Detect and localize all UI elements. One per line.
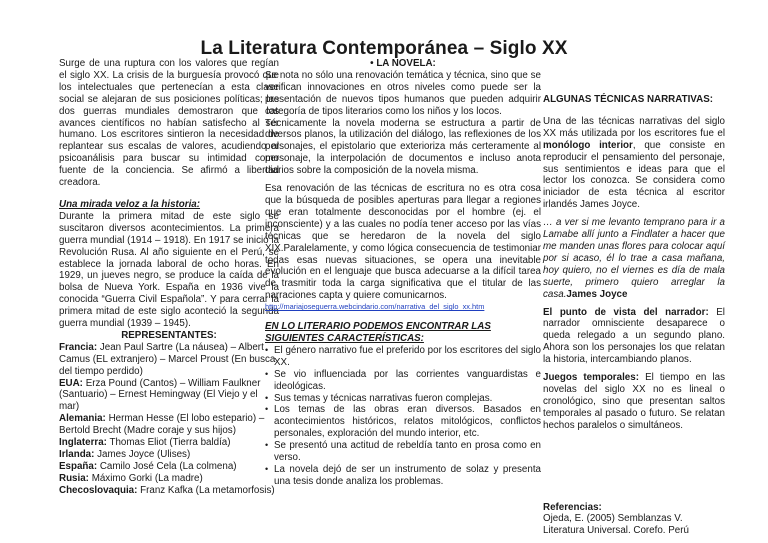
source-link[interactable]: http://mariajoseguerra.webcindario.com/narrativa_del_siglo_xx.htm bbox=[265, 302, 485, 312]
novela-paragraph-1: Se nota no sólo una renovación temática y técnica, sino que se verifican innovaciones en otros niveles como puede ser la presentación de nuevos tipos humanos que pueden adquirir categoría de tipos literarios como los niños y los locos. bbox=[265, 69, 541, 117]
characteristic-item: • Sus temas y técnicas narrativas fueron complejas. bbox=[265, 393, 541, 405]
representative-czechoslovakia: Checoslovaquia: Franz Kafka (La metamorfosis) bbox=[59, 484, 275, 496]
monologue-term: monólogo interior bbox=[543, 139, 633, 151]
left-column bbox=[59, 58, 279, 497]
page-title: La Literatura Contemporánea – Siglo XX bbox=[200, 38, 568, 59]
representative-england: Inglaterra: Thomas Eliot (Tierra baldía) bbox=[59, 437, 231, 449]
representative-usa: EUA: Erza Pound (Cantos) – William Faulkner (Santuario) – Ernest Hemingway (El Viejo y el mar) bbox=[59, 377, 261, 413]
characteristics-heading: EN LO LITERARIO PODEMOS ENCONTRAR LAS SIGUIENTES CARACTERÍSTICAS: bbox=[265, 321, 491, 345]
joyce-quote: … a ver si me levanto temprano para ir a Lamabe allí junto a Findlater a hacer que me manden unas flores para colocar aquí por si acaso, él lo trae a casa mañana, hoy quiero, no el viernes es día de mala suerte, primero quiero arreglar la casa.James Joyce bbox=[543, 217, 725, 300]
characteristic-item: • El género narrativo fue el preferido por los escritores del siglo XX. bbox=[265, 345, 541, 369]
representative-germany: Alemania: Herman Hesse (El lobo estepario) – Bertold Brecht (Madre coraje y sus hijos) bbox=[59, 413, 265, 437]
characteristic-item: • Se presentó una actitud de rebeldía tanto en prosa como en verso. bbox=[265, 440, 541, 464]
characteristic-item: • Se vio influenciada por las corrientes vanguardistas e ideológicas. bbox=[265, 369, 541, 393]
novela-paragraph-3: Esa renovación de las técnicas de escritura no es otra cosa que la búsqueda de posibles aperturas para llegar a regiones que eran totalmente desconocidas por el hombre (ej. el inconsciente) y a las cuales no podía tener acceso por las vías técnicas que se heredaron de la novela del siglo XIX.Paralelamente, y como lógica consecuencia de testimoniar todas esas nuevas situaciones, se opera una inevitable evolución en el lenguaje que busca adecuarse a la difícil tarea de trasmitir toda la carga significativa que el titular de las narraciones capta y quiere comunicarnos. bbox=[265, 183, 541, 302]
representative-russia: Rusia: Máximo Gorki (La madre) bbox=[59, 472, 203, 484]
intro-paragraph: Surge de una ruptura con los valores que regían el siglo XX. La crisis de la burguesía provocó que los intelectuales que pertenecían a esta clase social se alejaran de sus posiciones políticas; las dos guerras mundiales demostraron que los avances científicos no habían satisfecho al ser humano. Los escritores sintieron la necesidad de replantear sus escalas de valores, acudiendo al psicoanálisis para buscar su intimidad como fuente de la conciencia. Se afirmó a libertad creadora. bbox=[59, 58, 279, 189]
right-column bbox=[543, 94, 725, 537]
representative-spain: España: Camilo José Cela (La colmena) bbox=[59, 460, 237, 472]
representative-ireland: Irlanda: James Joyce (Ulises) bbox=[59, 449, 191, 460]
point-of-view-paragraph: El punto de vista del narrador: El narrador omnisciente desaparece o queda relegado a un segundo plano. Ahora son los personajes los que relatan la historia, intercambiando planos. bbox=[543, 306, 725, 366]
novela-paragraph-2: Técnicamente la novela moderna se estructura a partir de diversos planos, la utilización del diálogo, las reflexiones de los personajes, el epistolario que exterioriza más certeramente al personaje, la interpolación de documentos e incluso anota diarios sobre la composición de la novela misma. bbox=[265, 117, 541, 177]
novela-heading: • LA NOVELA: bbox=[265, 58, 541, 70]
middle-column bbox=[265, 58, 541, 488]
history-paragraph: Durante la primera mitad de este siglo se suscitaron diversos acontecimientos. La primera guerra mundial (1914 – 1918). En 1917 se inició la Revolución Rusa. Al año siguiente en el Perú, se establece la jornada laboral de ocho horas. En 1929, un jueves negro, se produce la caída de la bolsa de Nueva York. España en 1936 vive la conocida “Guerra Civil Española”. Y para cerrar la primera mitad de este siglo aconteció la segunda guerra mundial (1939 – 1945). bbox=[59, 210, 279, 330]
references-text: Ojeda, E. (2005) Semblanzas V. Literatura Universal. Corefo. Perú bbox=[543, 513, 689, 537]
techniques-paragraph: Una de las técnicas narrativas del siglo XX más utilizada por los escritores fue el monólogo interior, que consiste en reproducir el pensamiento del personaje, sus sentimientos e ideas para que el lector los conozca. Se considera como iniciador de esta técnica al escritor irlandés James Joyce. bbox=[543, 115, 725, 211]
representatives-heading: REPRESENTANTES: bbox=[121, 329, 217, 341]
references-heading: Referencias: bbox=[543, 501, 602, 513]
characteristic-item: • La novela dejó de ser un instrumento de solaz y presenta una tesis donde analiza los problemas. bbox=[265, 464, 541, 488]
characteristics-list bbox=[265, 345, 541, 488]
representatives-list bbox=[59, 342, 279, 497]
history-heading: Una mirada veloz a la historia: bbox=[59, 198, 201, 210]
techniques-heading: ALGUNAS TÉCNICAS NARRATIVAS: bbox=[543, 94, 713, 105]
representative-france: Francia: Jean Paul Sartre (La náusea) – Albert Camus (EL extranjero) – Marcel Proust (En busca del tiempo perdido) bbox=[59, 341, 276, 377]
temporal-games-paragraph: Juegos temporales: El tiempo en las novelas del siglo XX no es lineal o cronológico, sino que presentan saltos temporales al pasado o futuro. Se relatan hechos paralelos o simultáneos. bbox=[543, 372, 725, 431]
quote-author: James Joyce bbox=[566, 288, 628, 300]
characteristic-item: • Los temas de las obras eran diversos. Basados en acontecimientos históricos, relatos mitológicos, conflictos personales, exploración del mundo interior, etc. bbox=[265, 404, 541, 440]
